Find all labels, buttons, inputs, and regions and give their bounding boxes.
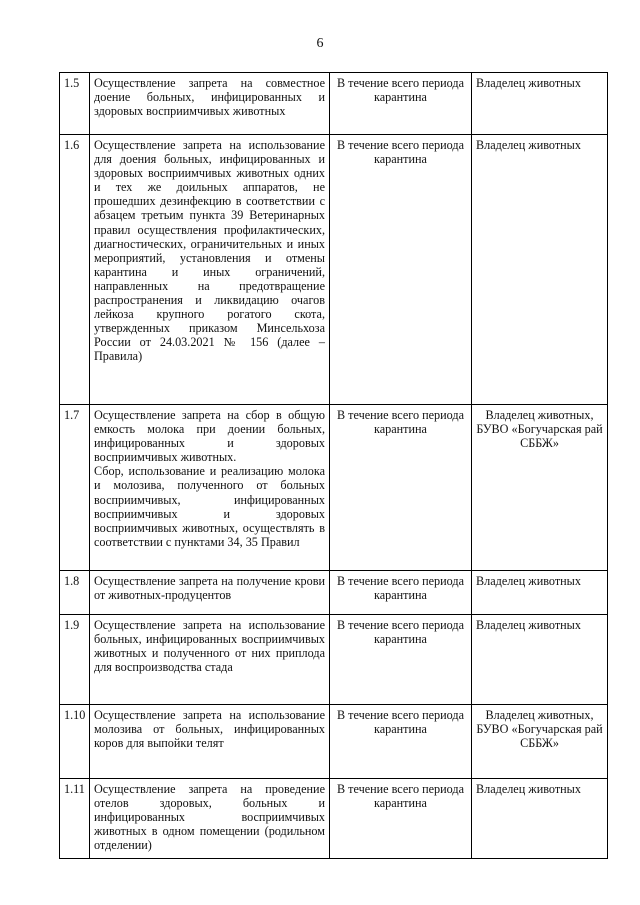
measure-responsible: Владелец животных, БУВО «Богучарская рай СББЖ» [472,405,608,571]
measure-period: В течение всего периода карантина [330,135,472,405]
row-number: 1.10 [60,705,90,779]
measure-responsible: Владелец животных [472,135,608,405]
description-paragraph: Осуществление запрета на сбор в общую емкость молока при доении больных, инфицированных и здоровых восприимчивых животных. [94,408,325,465]
page-number: 6 [316,36,324,51]
measure-period: В течение всего периода карантина [330,405,472,571]
measure-responsible: Владелец животных, БУВО «Богучарская рай СББЖ» [472,705,608,779]
measure-description [90,73,330,135]
description-paragraph: Осуществление запрета на использование для доения больных, инфицированных и здоровых восприимчивых животных одних и тех же доильных аппаратов, не прошедших дезинфекцию в соответствии с абзацем третьим пункта 39 Ветеринарных правил осуществления профилактических, диагностических, ограничительных и иных мероприятий, установления и отмены карантина и иных ограничений, направленных на предотвращение распространения и ликвидацию очагов лейкоза крупного рогатого скота, утвержденных приказом Минсельхоза России от 24.03.2021 № 156 (далее – Правила) [94,138,325,364]
measure-period: В течение всего периода карантина [330,779,472,859]
measures-table [59,72,608,859]
measure-description [90,135,330,405]
table-row [60,615,608,705]
row-number: 1.8 [60,571,90,615]
measure-period: В течение всего периода карантина [330,73,472,135]
measure-responsible: Владелец животных [472,571,608,615]
table-row [60,705,608,779]
measure-responsible: Владелец животных [472,779,608,859]
measure-description [90,779,330,859]
description-paragraph: Осуществление запрета на использование молозива от больных, инфицированных коров для выпойки телят [94,708,325,751]
measure-period: В течение всего периода карантина [330,705,472,779]
measure-period: В течение всего периода карантина [330,615,472,705]
table-row [60,571,608,615]
row-number: 1.9 [60,615,90,705]
row-number: 1.7 [60,405,90,571]
measure-description [90,571,330,615]
description-paragraph: Сбор, использование и реализацию молока и молозива, полученного от больных восприимчивых, инфицированных восприимчивых и здоровых восприимчивых животных, осуществлять в соответствии с пунктами 34, 35 Правил [94,464,325,549]
table-row [60,779,608,859]
measure-period: В течение всего периода карантина [330,571,472,615]
row-number: 1.5 [60,73,90,135]
measure-responsible: Владелец животных [472,615,608,705]
description-paragraph: Осуществление запрета на совместное доение больных, инфицированных и здоровых восприимчивых животных [94,76,325,119]
description-paragraph: Осуществление запрета на проведение отелов здоровых, больных и инфицированных восприимчивых животных в одном помещении (родильном отделении) [94,782,325,853]
description-paragraph: Осуществление запрета на использование больных, инфицированных восприимчивых животных и полученного от них приплода для воспроизводства стада [94,618,325,675]
description-paragraph: Осуществление запрета на получение крови от животных-продуцентов [94,574,325,603]
measure-description [90,615,330,705]
table-row [60,73,608,135]
measure-description [90,405,330,571]
table-row [60,135,608,405]
row-number: 1.6 [60,135,90,405]
measure-description [90,705,330,779]
table-row [60,405,608,571]
row-number: 1.11 [60,779,90,859]
measure-responsible: Владелец животных [472,73,608,135]
